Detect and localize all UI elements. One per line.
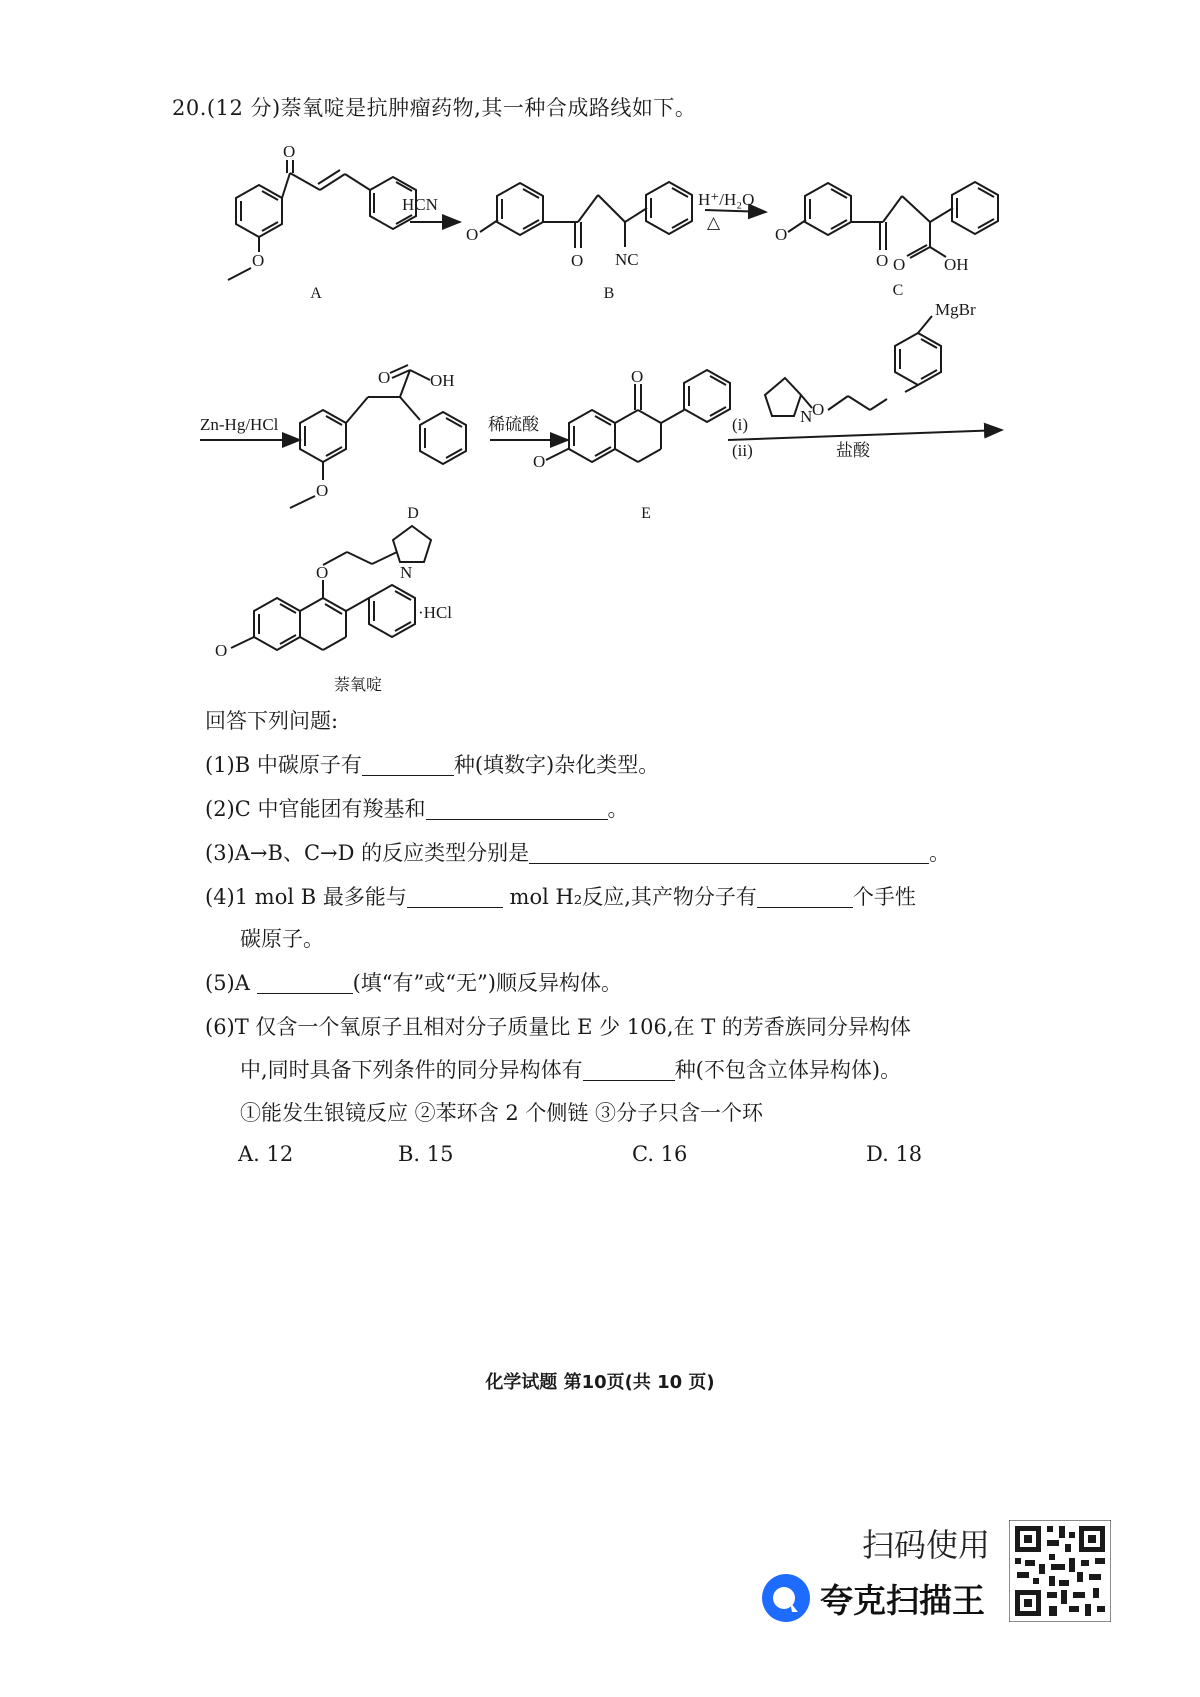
question-3: (3)A→B、C→D 的反应类型分别是 。 bbox=[205, 841, 951, 865]
c-carbonyl-o: O bbox=[876, 251, 889, 270]
grignard-mgbr: MgBr bbox=[935, 300, 976, 319]
product-n: N bbox=[400, 563, 413, 582]
answer-blank-5[interactable] bbox=[257, 971, 353, 994]
c-acid-oh: OH bbox=[944, 255, 969, 274]
answer-blank-3[interactable] bbox=[529, 841, 929, 864]
c-ether-o: O bbox=[775, 225, 788, 244]
compound-b-structure bbox=[480, 182, 692, 248]
a-methoxy-o: O bbox=[252, 251, 265, 270]
c-acid-o: O bbox=[893, 255, 906, 274]
label-product: 萘氧啶 bbox=[333, 677, 383, 694]
answer-blank-6[interactable] bbox=[583, 1058, 675, 1081]
quark-logo-icon bbox=[760, 1572, 812, 1624]
synthesis-scheme bbox=[0, 0, 1200, 720]
d-methoxy-o: O bbox=[316, 481, 329, 500]
reagent-step-i: (i) bbox=[732, 415, 749, 434]
quark-brand-text: 夸克扫描王 bbox=[820, 1581, 985, 1620]
e-methoxy-o: O bbox=[533, 452, 546, 471]
b-nitrile: NC bbox=[615, 250, 639, 269]
grignard-o: O bbox=[812, 400, 825, 419]
grignard-n: N bbox=[800, 407, 813, 426]
reagent-acid-water: H⁺/H₂O bbox=[698, 190, 755, 209]
reagent-step-ii: (ii) bbox=[732, 441, 753, 460]
label-d: D bbox=[407, 505, 419, 522]
b-ether-o: O bbox=[466, 225, 479, 244]
b-carbonyl-o: O bbox=[571, 251, 584, 270]
grignard-reagent-structure bbox=[765, 316, 941, 416]
question-4: (4)1 mol B 最多能与 mol H₂反应,其产物分子有 个手性 bbox=[205, 885, 916, 909]
question-1: (1)B 中碳原子有 种(填数字)杂化类型。 bbox=[205, 753, 660, 777]
reagent-dilute-sulfuric: 稀硫酸 bbox=[488, 415, 539, 434]
question-6-conditions: ①能发生银镜反应 ②苯环含 2 个侧链 ③分子只含一个环 bbox=[240, 1101, 764, 1125]
option-d[interactable]: D. 18 bbox=[866, 1142, 923, 1166]
reagent-zn-hg: Zn-Hg/HCl bbox=[200, 415, 279, 434]
answer-prompt: 回答下列问题: bbox=[205, 709, 339, 733]
qr-code-icon[interactable] bbox=[1009, 1520, 1111, 1622]
label-a: A bbox=[310, 285, 322, 302]
arrow-e-to-product bbox=[728, 430, 1002, 440]
d-acid-o: O bbox=[378, 368, 391, 387]
label-c: C bbox=[892, 282, 904, 299]
product-ether-o: O bbox=[316, 563, 329, 582]
product-structure bbox=[231, 526, 431, 650]
answer-blank-1[interactable] bbox=[362, 753, 454, 776]
option-b[interactable]: B. 15 bbox=[398, 1142, 454, 1166]
label-b: B bbox=[603, 285, 615, 302]
page-footer: 化学试题 第10页(共 10 页) bbox=[485, 1372, 715, 1393]
e-carbonyl-o: O bbox=[631, 367, 644, 386]
option-c[interactable]: C. 16 bbox=[632, 1142, 688, 1166]
a-carbonyl-o: O bbox=[283, 142, 296, 161]
question-4-cont: 碳原子。 bbox=[240, 927, 324, 951]
reagent-hcn: HCN bbox=[402, 195, 438, 214]
reagent-hydrochloric: 盐酸 bbox=[836, 441, 870, 460]
question-5: (5)A (填“有”或“无”)顺反异构体。 bbox=[205, 971, 622, 995]
label-e: E bbox=[641, 505, 651, 522]
scan-to-use-text: 扫码使用 bbox=[862, 1526, 991, 1564]
answer-blank-4a[interactable] bbox=[407, 885, 503, 908]
option-a[interactable]: A. 12 bbox=[238, 1142, 294, 1166]
product-hcl: ·HCl bbox=[418, 603, 452, 622]
product-methoxy-o: O bbox=[215, 641, 228, 660]
d-acid-oh: OH bbox=[430, 371, 455, 390]
question-2: (2)C 中官能团有羧基和 。 bbox=[205, 797, 629, 821]
arrow-b-to-c bbox=[705, 210, 766, 212]
compound-c-structure bbox=[788, 182, 998, 258]
question-6: (6)T 仅含一个氧原子且相对分子质量比 E 少 106,在 T 的芳香族同分异构体 bbox=[205, 1015, 911, 1039]
question-title: 20.(12 分)萘氧啶是抗肿瘤药物,其一种合成路线如下。 bbox=[172, 96, 697, 120]
question-6-cont: 中,同时具备下列条件的同分异构体有 种(不包含立体异构体)。 bbox=[240, 1058, 902, 1082]
answer-blank-2[interactable] bbox=[426, 797, 608, 820]
answer-blank-4b[interactable] bbox=[757, 885, 853, 908]
reagent-heat: △ bbox=[707, 213, 721, 232]
